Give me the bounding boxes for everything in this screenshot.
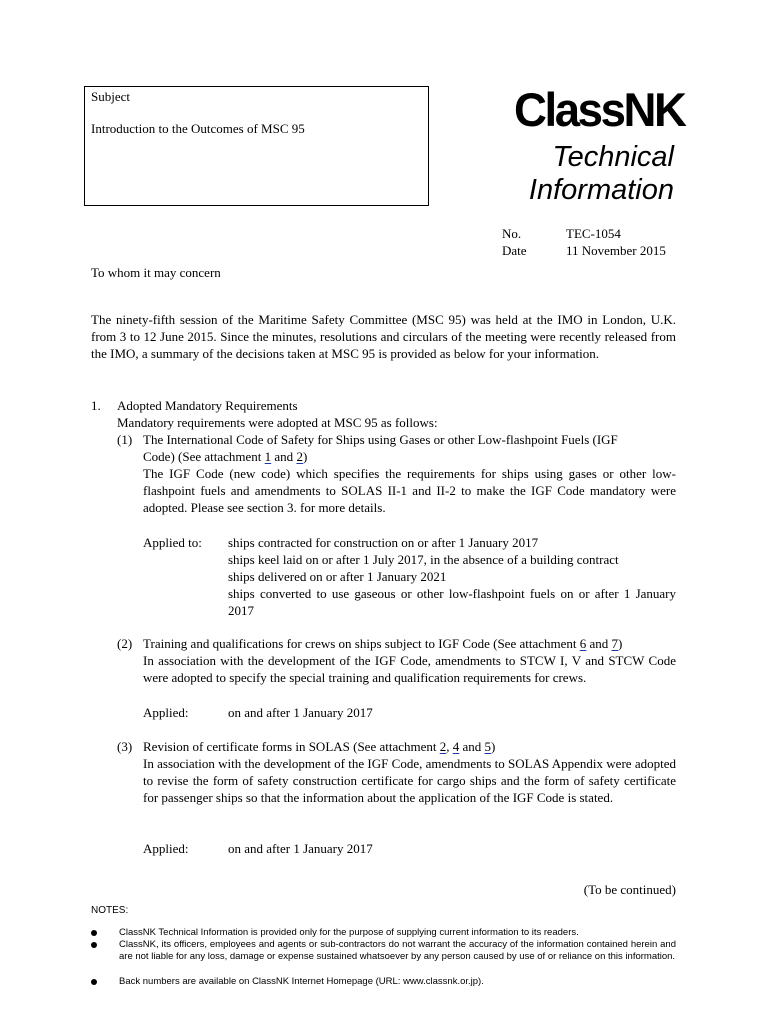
subject-box [84, 86, 429, 206]
item3-title: Revision of certificate forms in SOLAS (See attachment 2, 4 and 5) [143, 739, 496, 754]
attachment-2b-link[interactable]: 2 [439, 739, 447, 754]
item1-applied-1: ships contracted for construction on or after 1 January 2017 [228, 535, 539, 550]
item1-applied-2: ships keel laid on or after 1 July 2017, in the absence of a building contract [228, 552, 619, 567]
item2-title: Training and qualifications for crews on ships subject to IGF Code (See attachment 6 and 7) [143, 636, 623, 651]
note-3: Back numbers are available on ClassNK Internet Homepage (URL: www.classnk.or.jp). [119, 976, 484, 987]
section-lead: Mandatory requirements were adopted at MSC 95 as follows: [117, 415, 438, 430]
bullet-icon [91, 979, 97, 985]
attachment-2-link[interactable]: 2 [296, 449, 303, 464]
item3-body: In association with the development of the IGF Code, amendments to SOLAS Appendix were adopted to revise the form of safety construction certificate for cargo ships and the form of safety certificate for passenger ships so that the information about the application of the IGF Code is stated. [143, 756, 676, 805]
technical-heading: Technical [552, 141, 674, 173]
item2-body: In association with the development of the IGF Code, amendments to STCW I, V and STCW Code were adopted to specify the special training and qualification requirements for crews. [143, 653, 676, 685]
item1-body: The IGF Code (new code) which specifies the requirements for ships using gases or other low-flashpoint fuels and amendments to SOLAS II-1 and II-2 to make the IGF Code mandatory were adopted. Please see section 3. for more details. [143, 466, 676, 515]
item2-applied-label: Applied: [143, 705, 189, 720]
item3-number: (3) [117, 739, 133, 754]
item3-applied-label: Applied: [143, 841, 189, 856]
number-value: TEC-1054 [566, 226, 621, 241]
bullet-icon [91, 942, 97, 948]
section-heading: Adopted Mandatory Requirements [117, 398, 298, 413]
attachment-7-link[interactable]: 7 [611, 636, 619, 651]
note-1: ClassNK Technical Information is provided only for the purpose of supplying current information to its readers. [119, 927, 579, 938]
to-be-continued: (To be continued) [583, 882, 676, 897]
item1-title-line2: Code) (See attachment 1 and 2) [143, 449, 308, 464]
notes-heading: NOTES: [91, 905, 129, 916]
classnk-logo: ClassNK [514, 83, 685, 136]
subject-label: Subject [91, 89, 130, 104]
item1-title: The International Code of Safety for Ships using Gases or other Low-flashpoint Fuels (IGF [143, 432, 618, 447]
item1-applied-label: Applied to: [143, 535, 202, 550]
attachment-6-link[interactable]: 6 [579, 636, 587, 651]
intro-paragraph: The ninety-fifth session of the Maritime Safety Committee (MSC 95) was held at the IMO in London, U.K. from 3 to 12 June 2015. Since the minutes, resolutions and circulars of the meeting were recently released from the IMO, a summary of the decisions taken at MSC 95 is provided as below for your information. [91, 312, 676, 361]
date-value: 11 November 2015 [566, 243, 666, 258]
item1-number: (1) [117, 432, 133, 447]
attachment-4-link[interactable]: 4 [452, 739, 460, 754]
note-2: ClassNK, its officers, employees and agents or sub-contractors do not warrant the accuracy of the information contained herein and are not liable for any loss, damage or expense sustained whatsoever by any person caused by use of or reliance on this information. [119, 939, 676, 962]
attachment-1-link[interactable]: 1 [264, 449, 272, 464]
information-heading: Information [528, 174, 674, 206]
item2-number: (2) [117, 636, 133, 651]
section-number: 1. [91, 398, 101, 413]
number-label: No. [502, 226, 522, 241]
attachment-5-link[interactable]: 5 [484, 739, 492, 754]
subject-title: Introduction to the Outcomes of MSC 95 [91, 121, 305, 136]
item1-applied-3: ships delivered on or after 1 January 2021 [228, 569, 447, 584]
salutation: To whom it may concern [91, 265, 221, 280]
bullet-icon [91, 930, 97, 936]
date-label: Date [502, 243, 527, 258]
item2-applied-value: on and after 1 January 2017 [228, 705, 373, 720]
item1-applied-4: ships converted to use gaseous or other low-flashpoint fuels on or after 1 January 2017 [228, 586, 676, 618]
item3-applied-value: on and after 1 January 2017 [228, 841, 373, 856]
